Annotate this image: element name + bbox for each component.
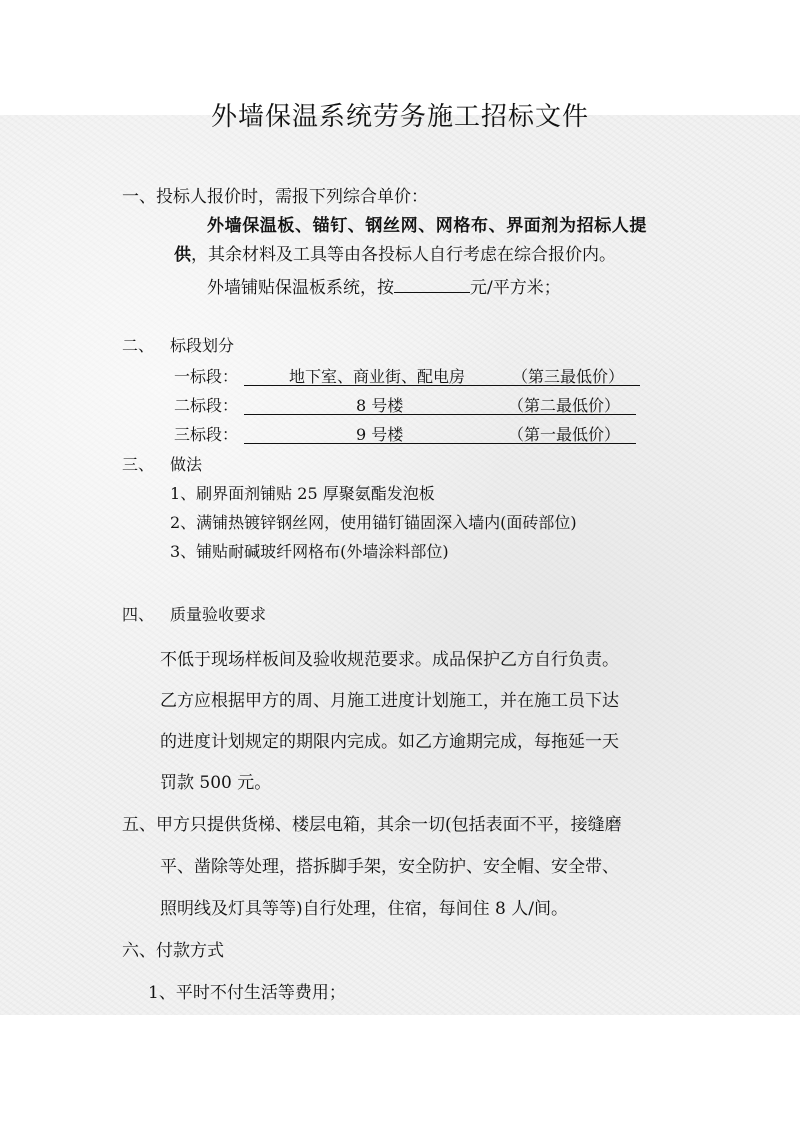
segment-3-underline bbox=[244, 443, 636, 444]
segment-1-price: （第三最低价） bbox=[512, 367, 625, 386]
segment-1-underline bbox=[244, 385, 640, 386]
segment-2-price: （第二最低价） bbox=[508, 396, 621, 415]
section-5-line-1: 五、甲方只提供货梯、楼层电箱，其余一切(包括表面不平，接缝磨 bbox=[122, 815, 622, 835]
price-blank-underline bbox=[394, 276, 470, 293]
section-4-heading: 质量验收要求 bbox=[170, 605, 267, 624]
section-5-line-3: 照明线及灯具等等)自行处理，住宿，每间住 8 人/间。 bbox=[160, 899, 568, 919]
segment-3-price: （第一最低价） bbox=[508, 425, 621, 444]
payment-item-1: 1、平时不付生活等费用； bbox=[148, 983, 346, 1003]
quality-line-4: 罚款 500 元。 bbox=[160, 773, 272, 793]
method-item-3: 3、铺贴耐碱玻纤网格布(外墙涂料部位) bbox=[170, 542, 449, 561]
segment-1-label: 一标段： bbox=[174, 367, 239, 386]
section-5-line-2: 平、凿除等处理，搭拆脚手架，安全防护、安全帽、安全带、 bbox=[160, 857, 619, 877]
quality-line-1: 不低于现场样板间及验收规范要求。成品保护乙方自行负责。 bbox=[160, 650, 619, 670]
section-1-line-2-bold: 供 bbox=[174, 245, 191, 265]
segment-1-content: 地下室、商业街、配电房 bbox=[289, 367, 466, 386]
section-1-line-2 bbox=[174, 245, 616, 265]
section-2-heading: 标段划分 bbox=[170, 336, 235, 355]
method-item-2: 2、满铺热镀锌钢丝网，使用锚钉锚固深入墙内(面砖部位) bbox=[170, 513, 577, 532]
section-1-line-2-rest: ，其余材料及工具等由各投标人自行考虑在综合报价内。 bbox=[191, 245, 616, 265]
section-4-number: 四、 bbox=[122, 605, 155, 624]
section-1-line-3 bbox=[207, 276, 561, 298]
section-2-number: 二、 bbox=[122, 336, 155, 355]
price-line-prefix: 外墙铺贴保温板系统，按 bbox=[207, 278, 394, 298]
section-1-heading: 一、投标人报价时，需报下列综合单价： bbox=[122, 187, 428, 207]
segment-2-label: 二标段： bbox=[174, 396, 239, 415]
segment-3-content: 9 号楼 bbox=[356, 425, 404, 444]
price-line-unit: 元/平方米； bbox=[470, 278, 561, 298]
segment-2-content: 8 号楼 bbox=[356, 396, 404, 415]
section-3-number: 三、 bbox=[122, 455, 155, 474]
quality-line-2: 乙方应根据甲方的周、月施工进度计划施工，并在施工员下达 bbox=[160, 691, 619, 711]
segment-2-underline bbox=[244, 414, 636, 415]
section-3-heading: 做法 bbox=[170, 455, 203, 474]
section-1-line-1: 外墙保温板、锚钉、钢丝网、网格布、界面剂为招标人提 bbox=[207, 216, 647, 236]
document-title: 外墙保温系统劳务施工招标文件 bbox=[210, 102, 589, 132]
quality-line-3: 的进度计划规定的期限内完成。如乙方逾期完成，每拖延一天 bbox=[160, 732, 619, 752]
section-6-heading: 六、付款方式 bbox=[122, 941, 224, 961]
method-item-1: 1、刷界面剂铺贴 25 厚聚氨酯发泡板 bbox=[170, 484, 435, 503]
segment-3-label: 三标段： bbox=[174, 425, 239, 444]
